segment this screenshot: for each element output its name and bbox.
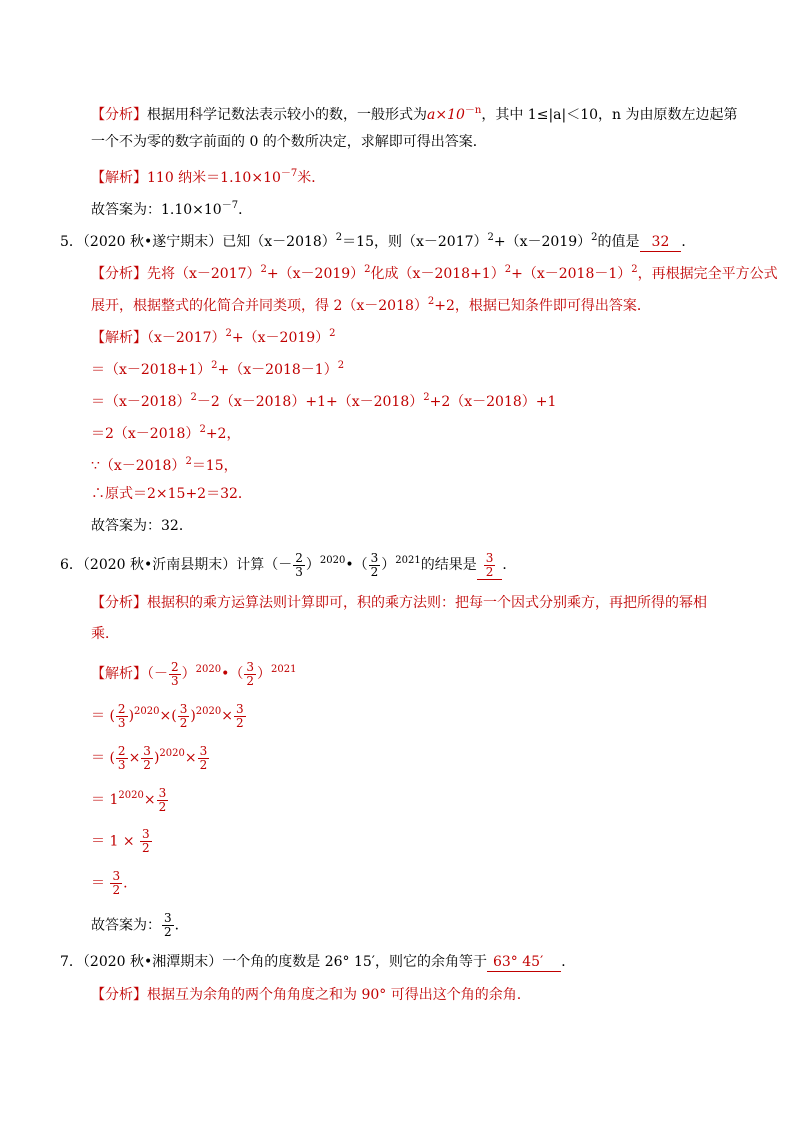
q5-solution-line1: 【解析】$(x-2017)^2+(x-2019)^2$ <box>91 328 336 346</box>
fraction: $\frac{3}{2}$ <box>485 550 494 579</box>
solution-tag: 【解析】 <box>91 330 147 346</box>
q5-solution-line4: $=2(x-2018)^2+2$， <box>91 424 241 442</box>
question-number: 7． <box>60 954 83 970</box>
q5-analysis-line2: 展开，根据整式的化简合并同类项，得 $2(x-2018)^2+2$，根据已知条件即可得出答案． <box>91 296 651 314</box>
q5-solution-line3: $=(x-2018)^2-2(x-2018)+1+(x-2018)^2+2(x-2018)+1$ <box>91 392 557 410</box>
q5-solution-line5: $\because(x-2018)^2=15$， <box>91 456 238 474</box>
fraction: $\frac{3}{2}$ <box>199 743 208 772</box>
fraction: $\frac{3}{2}$ <box>142 827 150 855</box>
fraction: $\frac{2}{3}$ <box>117 701 126 730</box>
q4-solution: 【解析】110 纳米$=1.10\times 10^{-7}$米． <box>91 168 326 186</box>
q6-solution-line1: 【解析】（－ $\frac{2}{3}$ ）$^{2020}$•（ $\frac{3}{2}$ ）$^{2021}$ <box>91 659 297 688</box>
analysis-tag: 【分析】 <box>91 107 147 123</box>
q4-answer: 故答案为：$1.10\times 10^{-7}$． <box>91 200 253 218</box>
q5-solution-line2: $=(x-2018+1)^2+(x-2018-1)^2$ <box>91 360 345 378</box>
fraction: $\frac{3}{2}$ <box>246 659 254 688</box>
answer-blank <box>477 552 503 580</box>
q6-solution-line5: ＝ 1 × $\frac{3}{2}$ <box>91 827 150 855</box>
fraction: $\frac{3}{2}$ <box>164 911 172 939</box>
analysis-tag: 【分析】 <box>91 987 147 1003</box>
q6-solution-line4: ＝ $1^{2020}\times$ $\frac{3}{2}$ <box>91 785 167 814</box>
q4-analysis-line1: 【分析】根据用科学记数法表示较小的数，一般形式为$a\times 10^{-n}$，其中 1≤|a|＜10，n 为由原数左边起第 <box>91 105 738 123</box>
q5-stem: 5．（2020 秋•遂宁期末）已知$(x-2018)^2=15$，则$(x-2017)^2+(x-2019)^2$的值是 32 ． <box>60 232 696 250</box>
q6-solution-line6: ＝ $\frac{3}{2}$ . <box>91 869 128 897</box>
question-number: 5． <box>60 234 83 250</box>
fraction: $\frac{2}{3}$ <box>295 550 303 579</box>
fraction: $\frac{3}{2}$ <box>112 869 121 897</box>
q5-answer: 故答案为：32． <box>91 518 193 534</box>
q6-analysis-line1: 【分析】根据积的乘方运算法则计算即可，积的乘方法则：把每一个因式分别乘方，再把所得的幂相 <box>91 595 707 611</box>
q5-solution-line6: ∴原式＝2×15+2＝32． <box>91 486 252 502</box>
q6-analysis-line2: 乘． <box>91 626 119 642</box>
question-number: 6． <box>60 557 83 573</box>
solution-tag: 【解析】 <box>91 666 147 682</box>
analysis-tag: 【分析】 <box>91 595 147 611</box>
analysis-tag: 【分析】 <box>91 266 147 282</box>
q6-stem: 6．（2020 秋•沂南县期末）计算（－ $\frac{2}{3}$ ）$^{2020}$•（ $\frac{3}{2}$ ）$^{2021}$的结果是 $\frac{3}{2}$ ． <box>60 550 517 579</box>
fraction: $\frac{3}{2}$ <box>158 785 167 814</box>
q6-solution-line2: ＝ ( $\frac{2}{3}$ )$^{2020}$×( $\frac{3}{2}$ )$^{2020}$× $\frac{3}{2}$ <box>91 701 244 730</box>
fraction: $\frac{3}{2}$ <box>179 701 188 730</box>
fraction: $\frac{2}{3}$ <box>117 743 126 772</box>
q7-analysis: 【分析】根据互为余角的两个角角度之和为 90° 可得出这个角的余角. <box>91 987 522 1003</box>
question-source: （2020 秋•沂南县期末） <box>82 557 237 573</box>
solution-tag: 【解析】 <box>91 170 147 186</box>
q6-solution-line3: ＝ ( $\frac{2}{3}$ × $\frac{3}{2}$ )$^{2020}$× $\frac{3}{2}$ <box>91 743 208 772</box>
q4-analysis-line2: 一个不为零的数字前面的 0 的个数所决定，求解即可得出答案． <box>91 134 487 150</box>
question-source: （2020 秋•湘潭期末） <box>82 954 223 970</box>
fraction: $\frac{3}{2}$ <box>143 743 151 772</box>
question-source: （2020 秋•遂宁期末） <box>82 234 223 250</box>
q5-analysis-line1: 【分析】先将$(x-2017)^2+(x-2019)^2$化成$(x-2018+1)^2+(x-2018-1)^2$，再根据完全平方公式 <box>91 264 778 282</box>
fraction: $\frac{2}{3}$ <box>171 659 179 688</box>
fraction: $\frac{3}{2}$ <box>370 550 379 579</box>
q6-answer: 故答案为： $\frac{3}{2}$ ． <box>91 911 189 939</box>
answer-blank: 63° 45′ <box>487 953 561 972</box>
fraction: $\frac{3}{2}$ <box>235 701 244 730</box>
answer-blank: 32 <box>640 233 682 252</box>
q7-stem: 7．（2020 秋•湘潭期末）一个角的度数是 26° 15′，则它的余角等于 63° 45′ ． <box>60 954 576 970</box>
